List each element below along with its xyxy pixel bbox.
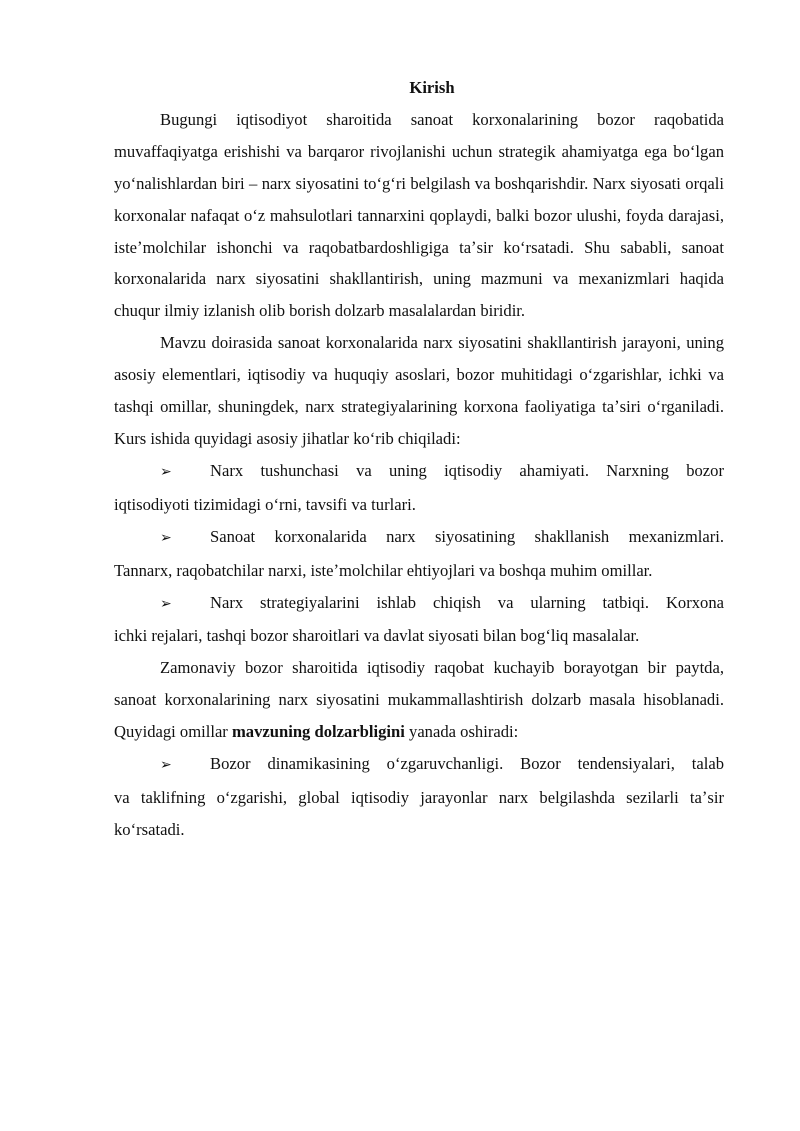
list-item-continuation: ichki rejalari, tashqi bozor sharoitlari va davlat siyosati bilan bogʻliq masalalar. xyxy=(114,626,640,646)
list-item-continuation: Tannarx, raqobatchilar narxi, isteʼmolchilar ehtiyojlari va boshqa muhim omillar. xyxy=(114,560,653,580)
relevance-text-start: Zamonaviy bozor sharoitida iqtisodiy raqobat kuchayib borayotgan bir paytda, sanoat korxonalarining narx siyosatini mukammallashtirish dolzarb masala hisoblanadi. Quyidagi omillar xyxy=(114,658,724,742)
relevance-bold-phrase: mavzuning dolzarbligini xyxy=(231,722,405,742)
arrow-bullet-icon: ➢ xyxy=(160,595,172,612)
list-item-continuation: va taklifning oʻzgarishi, global iqtisodiy jarayonlar narx belgilashda sezilarli taʼsir koʻrsatadi. xyxy=(114,787,724,839)
relevance-paragraph xyxy=(114,652,724,748)
topics-list xyxy=(114,455,724,652)
list-item-continuation: iqtisodiyoti tizimidagi oʻrni, tavsifi va turlari. xyxy=(114,494,416,514)
page-title: Kirish xyxy=(409,78,455,97)
intro-paragraph-2: Mavzu doirasida sanoat korxonalarida narx siyosatini shakllantirish jarayoni, uning asosiy elementlari, iqtisodiy va huquqiy asoslari, bozor muhitidagi oʻzgarishlar, ichki va tashqi omillar, shuningdek, narx strategiyalarining korxona faoliyatiga taʼsiri oʻrganiladi. Kurs ishida quyidagi asosiy jihatlar koʻrib chiqiladi: xyxy=(114,333,724,448)
list-item xyxy=(114,748,724,846)
arrow-bullet-icon: ➢ xyxy=(160,463,172,480)
list-item-lead: Bozor dinamikasining oʻzgaruvchanligi. Bozor tendensiyalari, talab xyxy=(210,754,724,774)
intro-paragraph-1: Bugungi iqtisodiyot sharoitida sanoat korxonalarining bozor raqobatida muvaffaqiyatga erishishi va barqaror rivojlanishi uchun strategik ahamiyatga ega boʻlgan yoʻnalishlardan biri – narx siyosatini toʻgʻri belgilash va boshqarishdir. Narx siyosati orqali korxonalar nafaqat oʻz mahsulotlari tannarxini qoplaydi, balki bozor ulushi, foyda darajasi, isteʼmolchilar ishonchi va raqobatbardoshligiga taʼsir koʻrsatadi. Shu sababli, sanoat korxonalarida narx siyosatini shakllantirish, uning mazmuni va mexanizmlari haqida chuqur ilmiy izlanish olib borish dolzarb masalalardan biridir. xyxy=(114,109,724,321)
arrow-bullet-icon: ➢ xyxy=(160,529,172,546)
list-item xyxy=(114,455,724,521)
list-item-lead: Sanoat korxonalarida narx siyosatining shakllanish mexanizmlari. xyxy=(210,526,724,546)
list-item xyxy=(114,521,724,587)
factors-list xyxy=(114,748,724,846)
list-item xyxy=(114,587,724,653)
list-item-lead: Narx strategiyalarini ishlab chiqish va ularning tatbiqi. Korxona xyxy=(210,592,724,612)
arrow-bullet-icon: ➢ xyxy=(160,757,172,774)
relevance-text-end: yanada oshiradi: xyxy=(404,722,519,742)
list-item-lead: Narx tushunchasi va uning iqtisodiy ahamiyati. Narxning bozor xyxy=(210,460,724,480)
